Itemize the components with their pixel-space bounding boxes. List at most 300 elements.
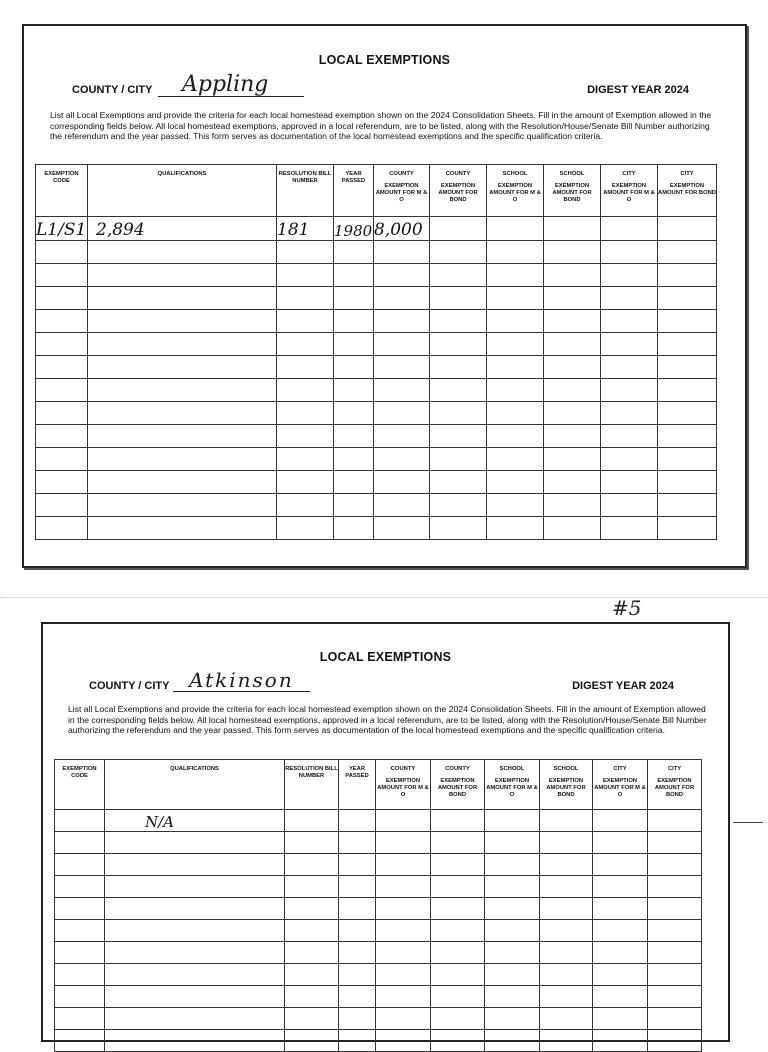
table-cell [540,942,593,964]
table-cell [374,471,430,494]
table-cell [544,425,601,448]
table-cell [648,964,702,986]
table-cell [105,986,285,1008]
table-cell [430,310,487,333]
col-exemption-code: EXEMPTION CODE [55,760,105,810]
table-cell [648,1008,702,1030]
table-cell [36,402,88,425]
table-cell [55,898,105,920]
table-cell [601,356,658,379]
table-cell [339,832,376,854]
cell-county-bond [431,810,485,832]
table-cell [430,471,487,494]
cell-exemption-code: L1/S1 [36,217,88,241]
table-cell [658,471,717,494]
table-cell [544,333,601,356]
table-cell [36,241,88,264]
table-cell [648,1030,702,1052]
table-cell [544,448,601,471]
table-cell [544,494,601,517]
table-cell [544,287,601,310]
table-cell [593,964,648,986]
col-school-mo: SCHOOL EXEMPTION AMOUNT FOR M & O [487,165,544,217]
table-cell [487,333,544,356]
table-cell [487,310,544,333]
col-school-bond: SCHOOL EXEMPTION AMOUNT FOR BOND [540,760,593,810]
table-cell [334,310,374,333]
table-cell [374,494,430,517]
table-cell [544,310,601,333]
table-cell [485,1008,540,1030]
table-row [55,942,702,964]
table-cell [544,471,601,494]
cell-exemption-code [55,810,105,832]
table-row [55,986,702,1008]
table-cell [36,310,88,333]
table-cell [431,964,485,986]
table-cell [601,287,658,310]
table-cell [55,920,105,942]
table-cell [88,494,277,517]
table-cell [334,287,374,310]
table-row [36,356,717,379]
exemption-form-appling [22,24,747,568]
table-cell [601,264,658,287]
table-cell [105,854,285,876]
cell-county-bond [430,217,487,241]
table-cell [285,920,339,942]
col-city-mo: CITY EXEMPTION AMOUNT FOR M & O [601,165,658,217]
table-cell [658,448,717,471]
table-cell [487,425,544,448]
table-cell [88,425,277,448]
table-cell [658,379,717,402]
table-cell [648,920,702,942]
cell-city-bond [648,810,702,832]
table-cell [334,356,374,379]
table-cell [593,1030,648,1052]
table-cell [431,942,485,964]
table-cell [601,425,658,448]
table-cell [55,1030,105,1052]
table-cell [540,920,593,942]
table-cell [105,920,285,942]
table-cell [285,1008,339,1030]
table-cell [658,425,717,448]
table-cell [285,964,339,986]
cell-school-bond [540,810,593,832]
page-stamp: #5 [612,596,642,620]
table-cell [334,379,374,402]
table-cell [540,832,593,854]
table-cell [658,494,717,517]
table-cell [374,333,430,356]
table-cell [485,832,540,854]
table-cell [431,986,485,1008]
table-cell [376,854,431,876]
table-cell [601,448,658,471]
table-cell [285,876,339,898]
table-row [36,494,717,517]
county-city-underline [173,691,310,692]
table-cell [485,964,540,986]
exemptions-table [54,759,702,1052]
table-cell [376,964,431,986]
table-cell [430,517,487,540]
table-cell [540,1008,593,1030]
table-cell [374,425,430,448]
table-row [55,1030,702,1052]
table-cell [487,517,544,540]
table-cell [334,517,374,540]
table-cell [593,1008,648,1030]
table-cell [285,832,339,854]
cell-qualifications: 2,894 [88,217,277,241]
cell-year-passed: 1980 [334,217,374,241]
table-cell [540,1030,593,1052]
table-cell [55,876,105,898]
table-cell [430,287,487,310]
table-cell [36,379,88,402]
cell-school-bond [544,217,601,241]
form-title: LOCAL EXEMPTIONS [319,650,452,664]
table-cell [487,264,544,287]
table-row [36,379,717,402]
table-cell [105,898,285,920]
table-cell [485,1030,540,1052]
table-cell [593,898,648,920]
table-cell [88,287,277,310]
table-cell [105,832,285,854]
table-cell [485,920,540,942]
cell-bill-number [285,810,339,832]
table-cell [485,942,540,964]
table-cell [374,402,430,425]
table-cell [485,898,540,920]
table-cell [430,494,487,517]
digest-year: DIGEST YEAR 2024 [572,680,674,692]
table-cell [431,876,485,898]
table-cell [36,494,88,517]
cell-county-mo [376,810,431,832]
table-cell [339,964,376,986]
col-school-bond: SCHOOL EXEMPTION AMOUNT FOR BOND [544,165,601,217]
col-city-mo: CITY EXEMPTION AMOUNT FOR M & O [593,760,648,810]
table-row [36,333,717,356]
col-exemption-code: EXEMPTION CODE [36,165,88,217]
table-cell [334,471,374,494]
table-cell [376,832,431,854]
table-cell [430,425,487,448]
table-cell [487,287,544,310]
col-city-bond: CITY EXEMPTION AMOUNT FOR BOND [648,760,702,810]
table-cell [540,964,593,986]
col-year-passed: YEAR PASSED [339,760,376,810]
table-cell [339,1008,376,1030]
table-cell [285,1030,339,1052]
cell-city-mo [593,810,648,832]
table-cell [376,1008,431,1030]
table-cell [658,310,717,333]
table-cell [544,241,601,264]
table-cell [648,832,702,854]
table-cell [36,333,88,356]
table-cell [601,471,658,494]
table-cell [593,942,648,964]
table-cell [601,241,658,264]
table-cell [376,986,431,1008]
table-row [55,876,702,898]
table-cell [339,1030,376,1052]
cell-city-bond [658,217,717,241]
table-cell [487,448,544,471]
cell-city-mo [601,217,658,241]
digest-year: DIGEST YEAR 2024 [587,84,689,96]
table-cell [430,333,487,356]
table-cell [593,876,648,898]
table-cell [487,356,544,379]
table-cell [431,832,485,854]
cell-school-mo [487,217,544,241]
table-cell [277,448,334,471]
table-cell [485,876,540,898]
table-cell [374,448,430,471]
table-cell [544,517,601,540]
table-cell [593,832,648,854]
table-cell [601,402,658,425]
table-cell [658,264,717,287]
table-cell [339,898,376,920]
table-cell [487,494,544,517]
table-cell [544,356,601,379]
table-cell [88,333,277,356]
cell-county-mo: 8,000 [374,217,430,241]
table-row [36,471,717,494]
table-cell [601,494,658,517]
col-resolution-bill-number: RESOLUTION BILL NUMBER [277,165,334,217]
table-cell [601,517,658,540]
table-cell [430,356,487,379]
table-cell [485,854,540,876]
table-row [55,898,702,920]
table-row [55,920,702,942]
table-cell [593,854,648,876]
cell-bill-number: 181 [277,217,334,241]
table-cell [487,379,544,402]
table-cell [36,425,88,448]
table-cell [544,379,601,402]
table-cell [593,986,648,1008]
col-school-mo: SCHOOL EXEMPTION AMOUNT FOR M & O [485,760,540,810]
table-cell [431,1030,485,1052]
table-cell [648,854,702,876]
table-cell [487,241,544,264]
table-cell [88,471,277,494]
table-cell [544,264,601,287]
table-row [36,217,717,241]
table-row [36,264,717,287]
table-row [36,448,717,471]
table-cell [431,1008,485,1030]
table-cell [658,356,717,379]
county-city-value: Appling [182,72,269,97]
table-cell [277,310,334,333]
table-cell [55,832,105,854]
table-cell [334,448,374,471]
table-row [36,310,717,333]
scan-dotted-line [0,597,768,598]
county-city-label: COUNTY / CITY [72,84,153,96]
table-header-row [55,760,702,810]
table-cell [431,898,485,920]
table-cell [374,517,430,540]
table-cell [430,448,487,471]
table-cell [431,920,485,942]
table-cell [55,964,105,986]
table-cell [430,402,487,425]
table-cell [277,517,334,540]
table-cell [88,448,277,471]
table-cell [431,854,485,876]
table-cell [105,1030,285,1052]
table-cell [648,898,702,920]
table-cell [339,920,376,942]
table-cell [277,379,334,402]
table-cell [601,310,658,333]
table-cell [544,402,601,425]
table-cell [36,517,88,540]
table-cell [105,964,285,986]
table-cell [339,876,376,898]
table-cell [277,264,334,287]
table-row [36,517,717,540]
table-cell [430,264,487,287]
table-row [55,964,702,986]
table-cell [88,310,277,333]
table-cell [658,402,717,425]
table-cell [105,876,285,898]
table-cell [430,379,487,402]
table-cell [55,854,105,876]
table-cell [648,942,702,964]
table-cell [601,379,658,402]
table-cell [277,356,334,379]
table-row [55,854,702,876]
col-year-passed: YEAR PASSED [334,165,374,217]
table-cell [540,986,593,1008]
table-cell [430,241,487,264]
table-cell [658,287,717,310]
table-cell [376,942,431,964]
table-cell [658,241,717,264]
exemptions-table [35,164,717,540]
table-cell [36,287,88,310]
table-cell [374,379,430,402]
table-cell [339,942,376,964]
table-cell [374,264,430,287]
table-cell [55,1008,105,1030]
county-city-underline [158,96,304,97]
table-cell [285,898,339,920]
table-cell [339,986,376,1008]
table-cell [277,494,334,517]
table-cell [88,264,277,287]
table-row [55,810,702,832]
col-county-mo: COUNTY EXEMPTION AMOUNT FOR M & O [374,165,430,217]
table-cell [334,333,374,356]
table-cell [376,898,431,920]
table-cell [601,333,658,356]
table-cell [339,854,376,876]
cell-qualifications: N/A [105,810,285,832]
table-cell [376,920,431,942]
col-county-mo: COUNTY EXEMPTION AMOUNT FOR M & O [376,760,431,810]
county-city-label: COUNTY / CITY [89,680,170,692]
table-cell [648,986,702,1008]
table-row [36,241,717,264]
table-cell [277,287,334,310]
table-cell [55,986,105,1008]
table-cell [55,942,105,964]
table-cell [334,264,374,287]
table-header-row [36,165,717,217]
table-cell [277,333,334,356]
table-cell [374,356,430,379]
table-cell [334,402,374,425]
table-cell [540,854,593,876]
cell-year-passed [339,810,376,832]
table-cell [105,1008,285,1030]
table-cell [658,333,717,356]
table-cell [88,517,277,540]
table-cell [334,494,374,517]
table-row [36,287,717,310]
table-row [55,832,702,854]
col-qualifications: QUALIFICATIONS [105,760,285,810]
table-cell [285,854,339,876]
table-cell [36,356,88,379]
table-cell [105,942,285,964]
col-resolution-bill-number: RESOLUTION BILL NUMBER [285,760,339,810]
table-cell [285,942,339,964]
instructions-text: List all Local Exemptions and provide the criteria for each local homestead exemption shown on the 2024 Consolidation Sheets. Fill in the amount of Exemption allowed in the corresponding fields below. All local homestead exemptions, approved in a local referendum, are to be listed, along with the Resolution/House/Senate Bill Number authorizing the referendum and the year passed. This form serves as documentation of the local homestead exemptions and the specific qualification criteria. [50,110,712,142]
table-cell [374,241,430,264]
table-cell [36,448,88,471]
col-city-bond: CITY EXEMPTION AMOUNT FOR BOND [658,165,717,217]
table-cell [277,471,334,494]
table-cell [277,402,334,425]
table-cell [285,986,339,1008]
table-cell [334,241,374,264]
table-row [36,425,717,448]
exemption-form-atkinson [41,622,730,1042]
cell-school-mo [485,810,540,832]
table-cell [658,517,717,540]
instructions-text: List all Local Exemptions and provide the criteria for each local homestead exemption shown on the 2024 Consolidation Sheets. Fill in the amount of Exemption allowed in the corresponding fields below. All local homestead exemptions, approved in a local referendum, are to be listed, along with the Resolution/House/Senate Bill Number authorizing the referendum and the year passed. This form serves as documentation of the local homestead exemptions and the specific qualification criteria. [68,704,707,736]
table-cell [593,920,648,942]
table-row [55,1008,702,1030]
form-title: LOCAL EXEMPTIONS [318,53,451,67]
table-cell [540,898,593,920]
col-county-bond: COUNTY EXEMPTION AMOUNT FOR BOND [430,165,487,217]
table-cell [36,264,88,287]
table-cell [487,471,544,494]
county-city-value: Atkinson [189,668,294,692]
table-row [36,402,717,425]
table-cell [374,310,430,333]
table-cell [334,425,374,448]
table-cell [277,425,334,448]
